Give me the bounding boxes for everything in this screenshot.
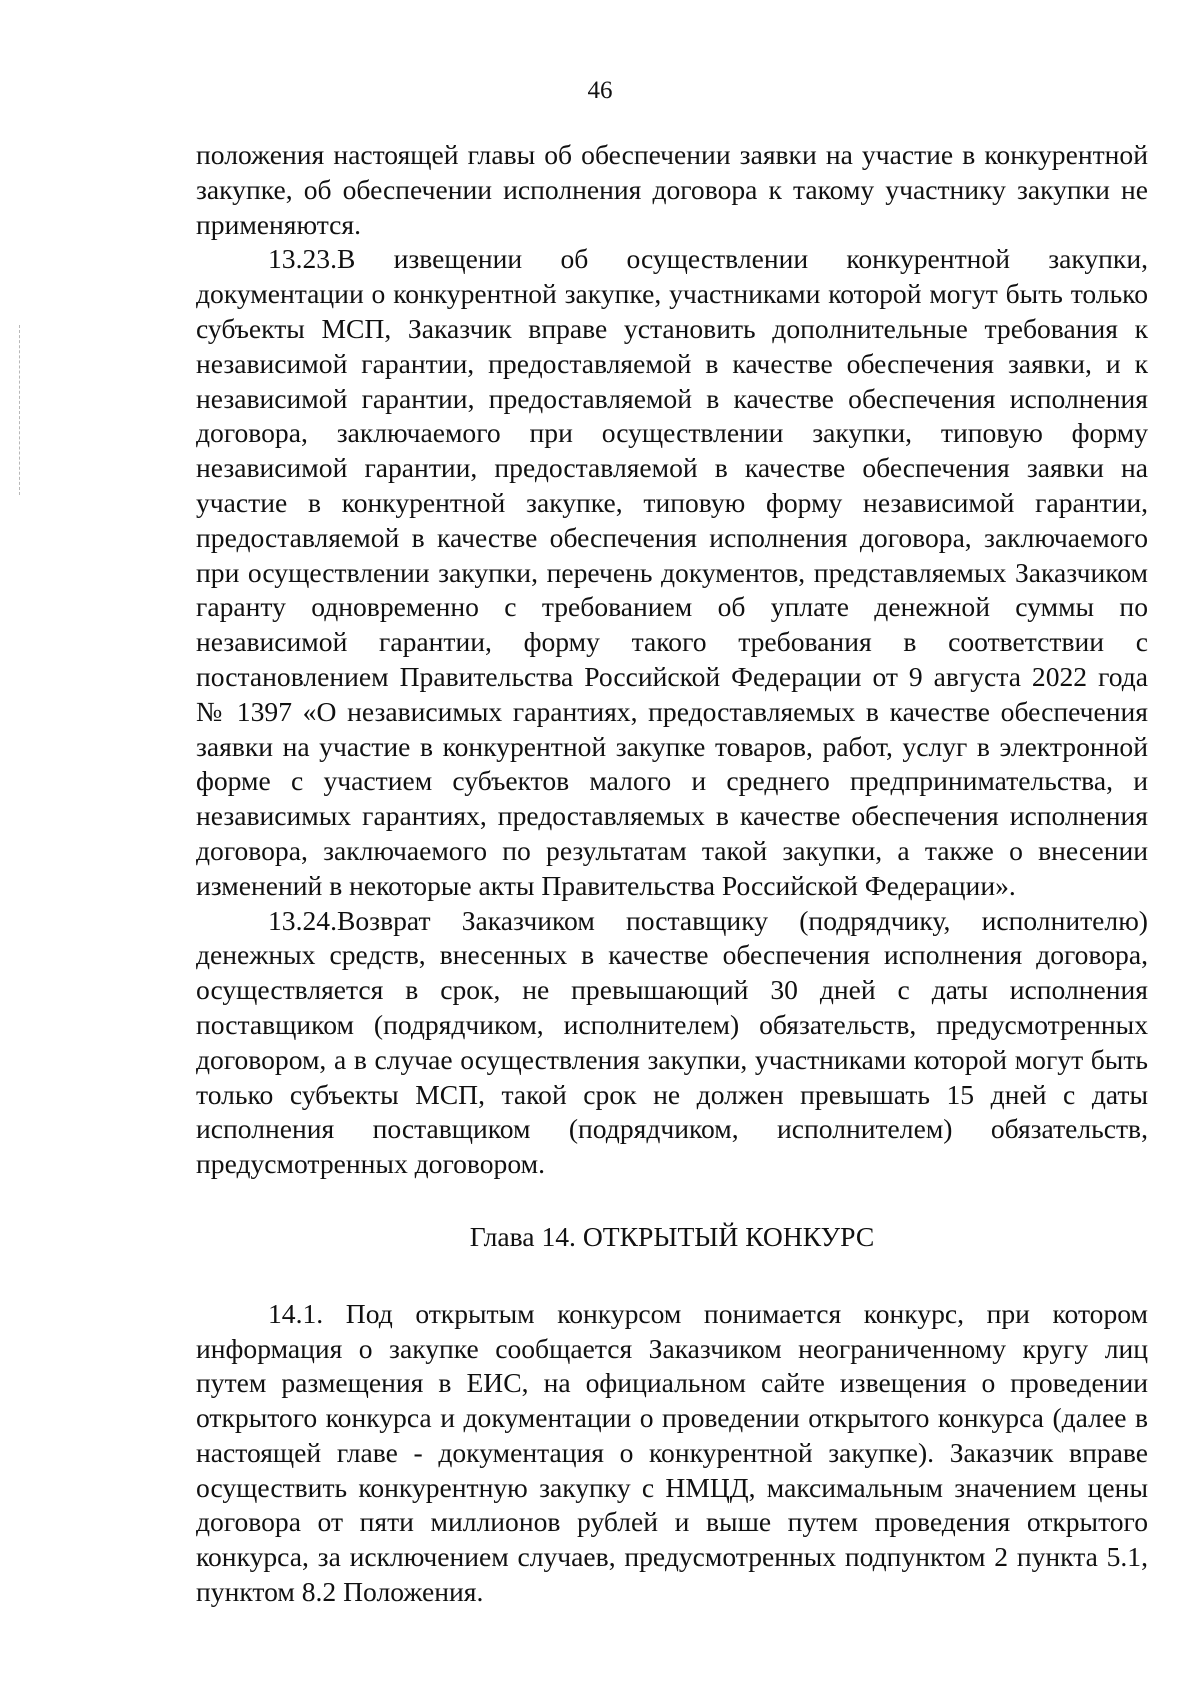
scan-margin-mark bbox=[19, 325, 21, 495]
paragraph-13-24: 13.24.Возврат Заказчиком поставщику (подрядчику, исполнителю) денежных средств, внесенных в качестве обеспечения исполнения договора, осуществляется в срок, не превышающий 30 дней с даты исполнения поставщиком (подрядчиком, исполнителем) обязательств, предусмотренных договором, а в случае осуществления закупки, участниками которой могут быть только субъекты МСП, такой срок не должен превышать 15 дней с даты исполнения поставщиком (подрядчиком, исполнителем) обязательств, предусмотренных договором. bbox=[196, 904, 1148, 1180]
paragraph-14-1: 14.1. Под открытым конкурсом понимается конкурс, при котором информация о закупке сообщается Заказчиком неограниченному кругу лиц путем размещения в ЕИС, на официальном сайте извещения о проведении открытого конкурса и документации о проведении открытого конкурса (далее в настоящей главе - документация о конкурентной закупке). Заказчик вправе осуществить конкурентную закупку с НМЦД, максимальным значением цены договора от пяти миллионов рублей и выше путем проведения открытого конкурса, за исключением случаев, предусмотренных подпунктом 2 пункта 5.1, пунктом 8.2 Положения. bbox=[196, 1297, 1148, 1608]
document-body bbox=[196, 138, 1148, 1610]
chapter-title: Глава 14. ОТКРЫТЫЙ КОНКУРС bbox=[469, 1220, 875, 1252]
paragraph-continuation: положения настоящей главы об обеспечении заявки на участие в конкурентной закупке, об обеспечении исполнения договора к такому участнику закупки не применяются. bbox=[196, 139, 1148, 240]
page-number: 46 bbox=[587, 77, 613, 104]
paragraph-13-23: 13.23.В извещении об осуществлении конкурентной закупки, документации о конкурентной закупке, участниками которой могут быть только субъекты МСП, Заказчик вправе установить дополнительные требования к независимой гарантии, предоставляемой в качестве обеспечения заявки, и к независимой гарантии, предоставляемой в качестве обеспечения исполнения договора, заключаемого при осуществлении закупки, типовую форму независимой гарантии, предоставляемой в качестве обеспечения заявки на участие в конкурентной закупке, типовую форму независимой гарантии, предоставляемой в качестве обеспечения исполнения договора, заключаемого при осуществлении закупки, перечень документов, представляемых Заказчиком гаранту одновременно с требованием об уплате денежной суммы по независимой гарантии, форму такого требования в соответствии с постановлением Правительства Российской Федерации от 9 августа 2022 года № 1397 «О независимых гарантиях, предоставляемых в качестве обеспечения заявки на участие в конкурентной закупке товаров, работ, услуг в электронной форме с участием субъектов малого и среднего предпринимательства, и независимых гарантиях, предоставляемых в качестве обеспечения исполнения договора, заключаемого по результатам такой закупки, а также о внесении изменений в некоторые акты Правительства Российской Федерации». bbox=[196, 243, 1148, 901]
